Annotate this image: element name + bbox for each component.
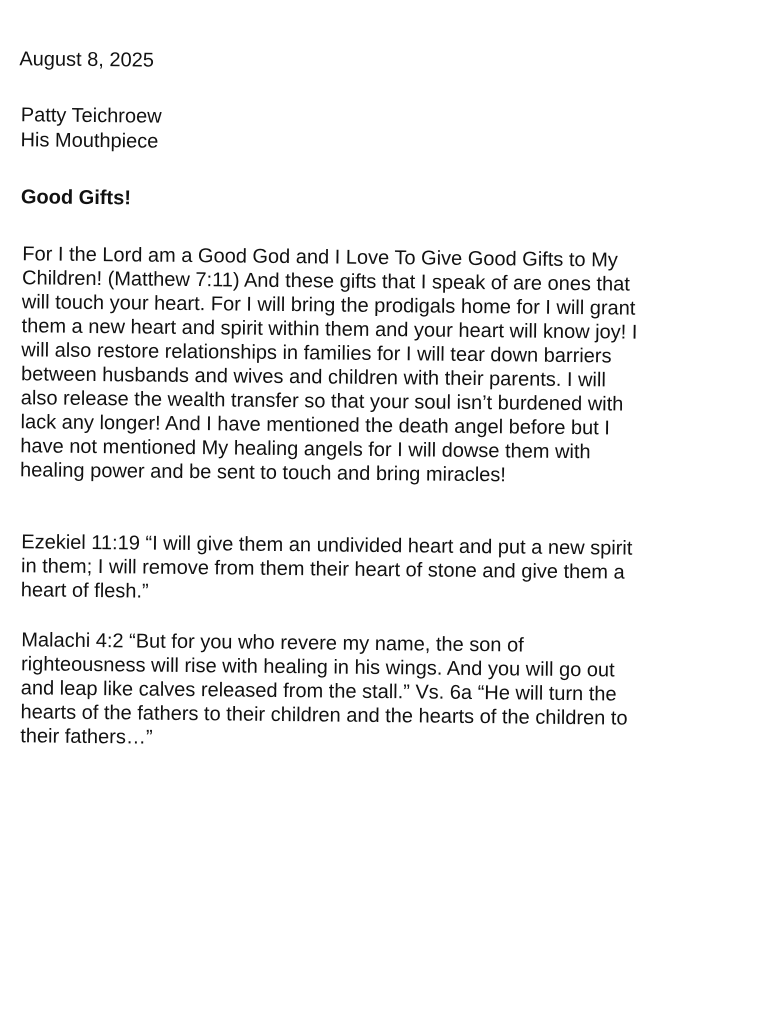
- text-line: heart of flesh.”: [20, 579, 149, 603]
- text-line: healing power and be sent to touch and bring miracles!: [19, 459, 507, 487]
- paragraph-message: [20, 242, 638, 488]
- text-line: have not mentioned My healing angels for I will dowse them with: [20, 435, 591, 464]
- text-line: between husbands and wives and children with their parents. I will: [20, 363, 606, 392]
- text-line: Children! (Matthew 7:11) And these gifts that I speak of are ones that: [21, 267, 630, 296]
- text-line: Malachi 4:2 “But for you who revere my name, the son of: [21, 629, 524, 657]
- text-line: will also restore relationships in families for I will tear down barriers: [21, 339, 612, 368]
- author-name: Patty Teichroew: [20, 104, 162, 128]
- text-line: For I the Lord am a Good God and I Love To Give Good Gifts to My: [22, 243, 618, 272]
- text-line: will touch your heart. For I will bring the prodigals home for I will grant: [21, 291, 636, 320]
- author-role: His Mouthpiece: [20, 129, 159, 153]
- text-line: righteousness will rise with healing in his wings. And you will go out: [20, 653, 615, 682]
- document-title: Good Gifts!: [20, 186, 132, 210]
- text-line: Ezekiel 11:19 “I will give them an undivided heart and put a new spirit: [21, 531, 633, 560]
- text-line: also release the wealth transfer so that your soul isn’t burdened with: [20, 387, 624, 416]
- paragraph-malachi: [20, 628, 628, 754]
- text-line: in them; I will remove from them their heart of stone and give them a: [20, 555, 625, 584]
- text-line: them a new heart and spirit within them and your heart will know joy! I: [21, 315, 638, 344]
- text-line: their fathers…”: [20, 725, 153, 749]
- text-line: hearts of the fathers to their children and the hearts of the children to: [20, 701, 628, 730]
- paragraph-ezekiel: [21, 530, 633, 608]
- letter-date: August 8, 2025: [19, 48, 155, 72]
- text-line: and leap like calves released from the stall.” Vs. 6a “He will turn the: [20, 677, 617, 706]
- text-line: lack any longer! And I have mentioned the death angel before but I: [20, 411, 610, 440]
